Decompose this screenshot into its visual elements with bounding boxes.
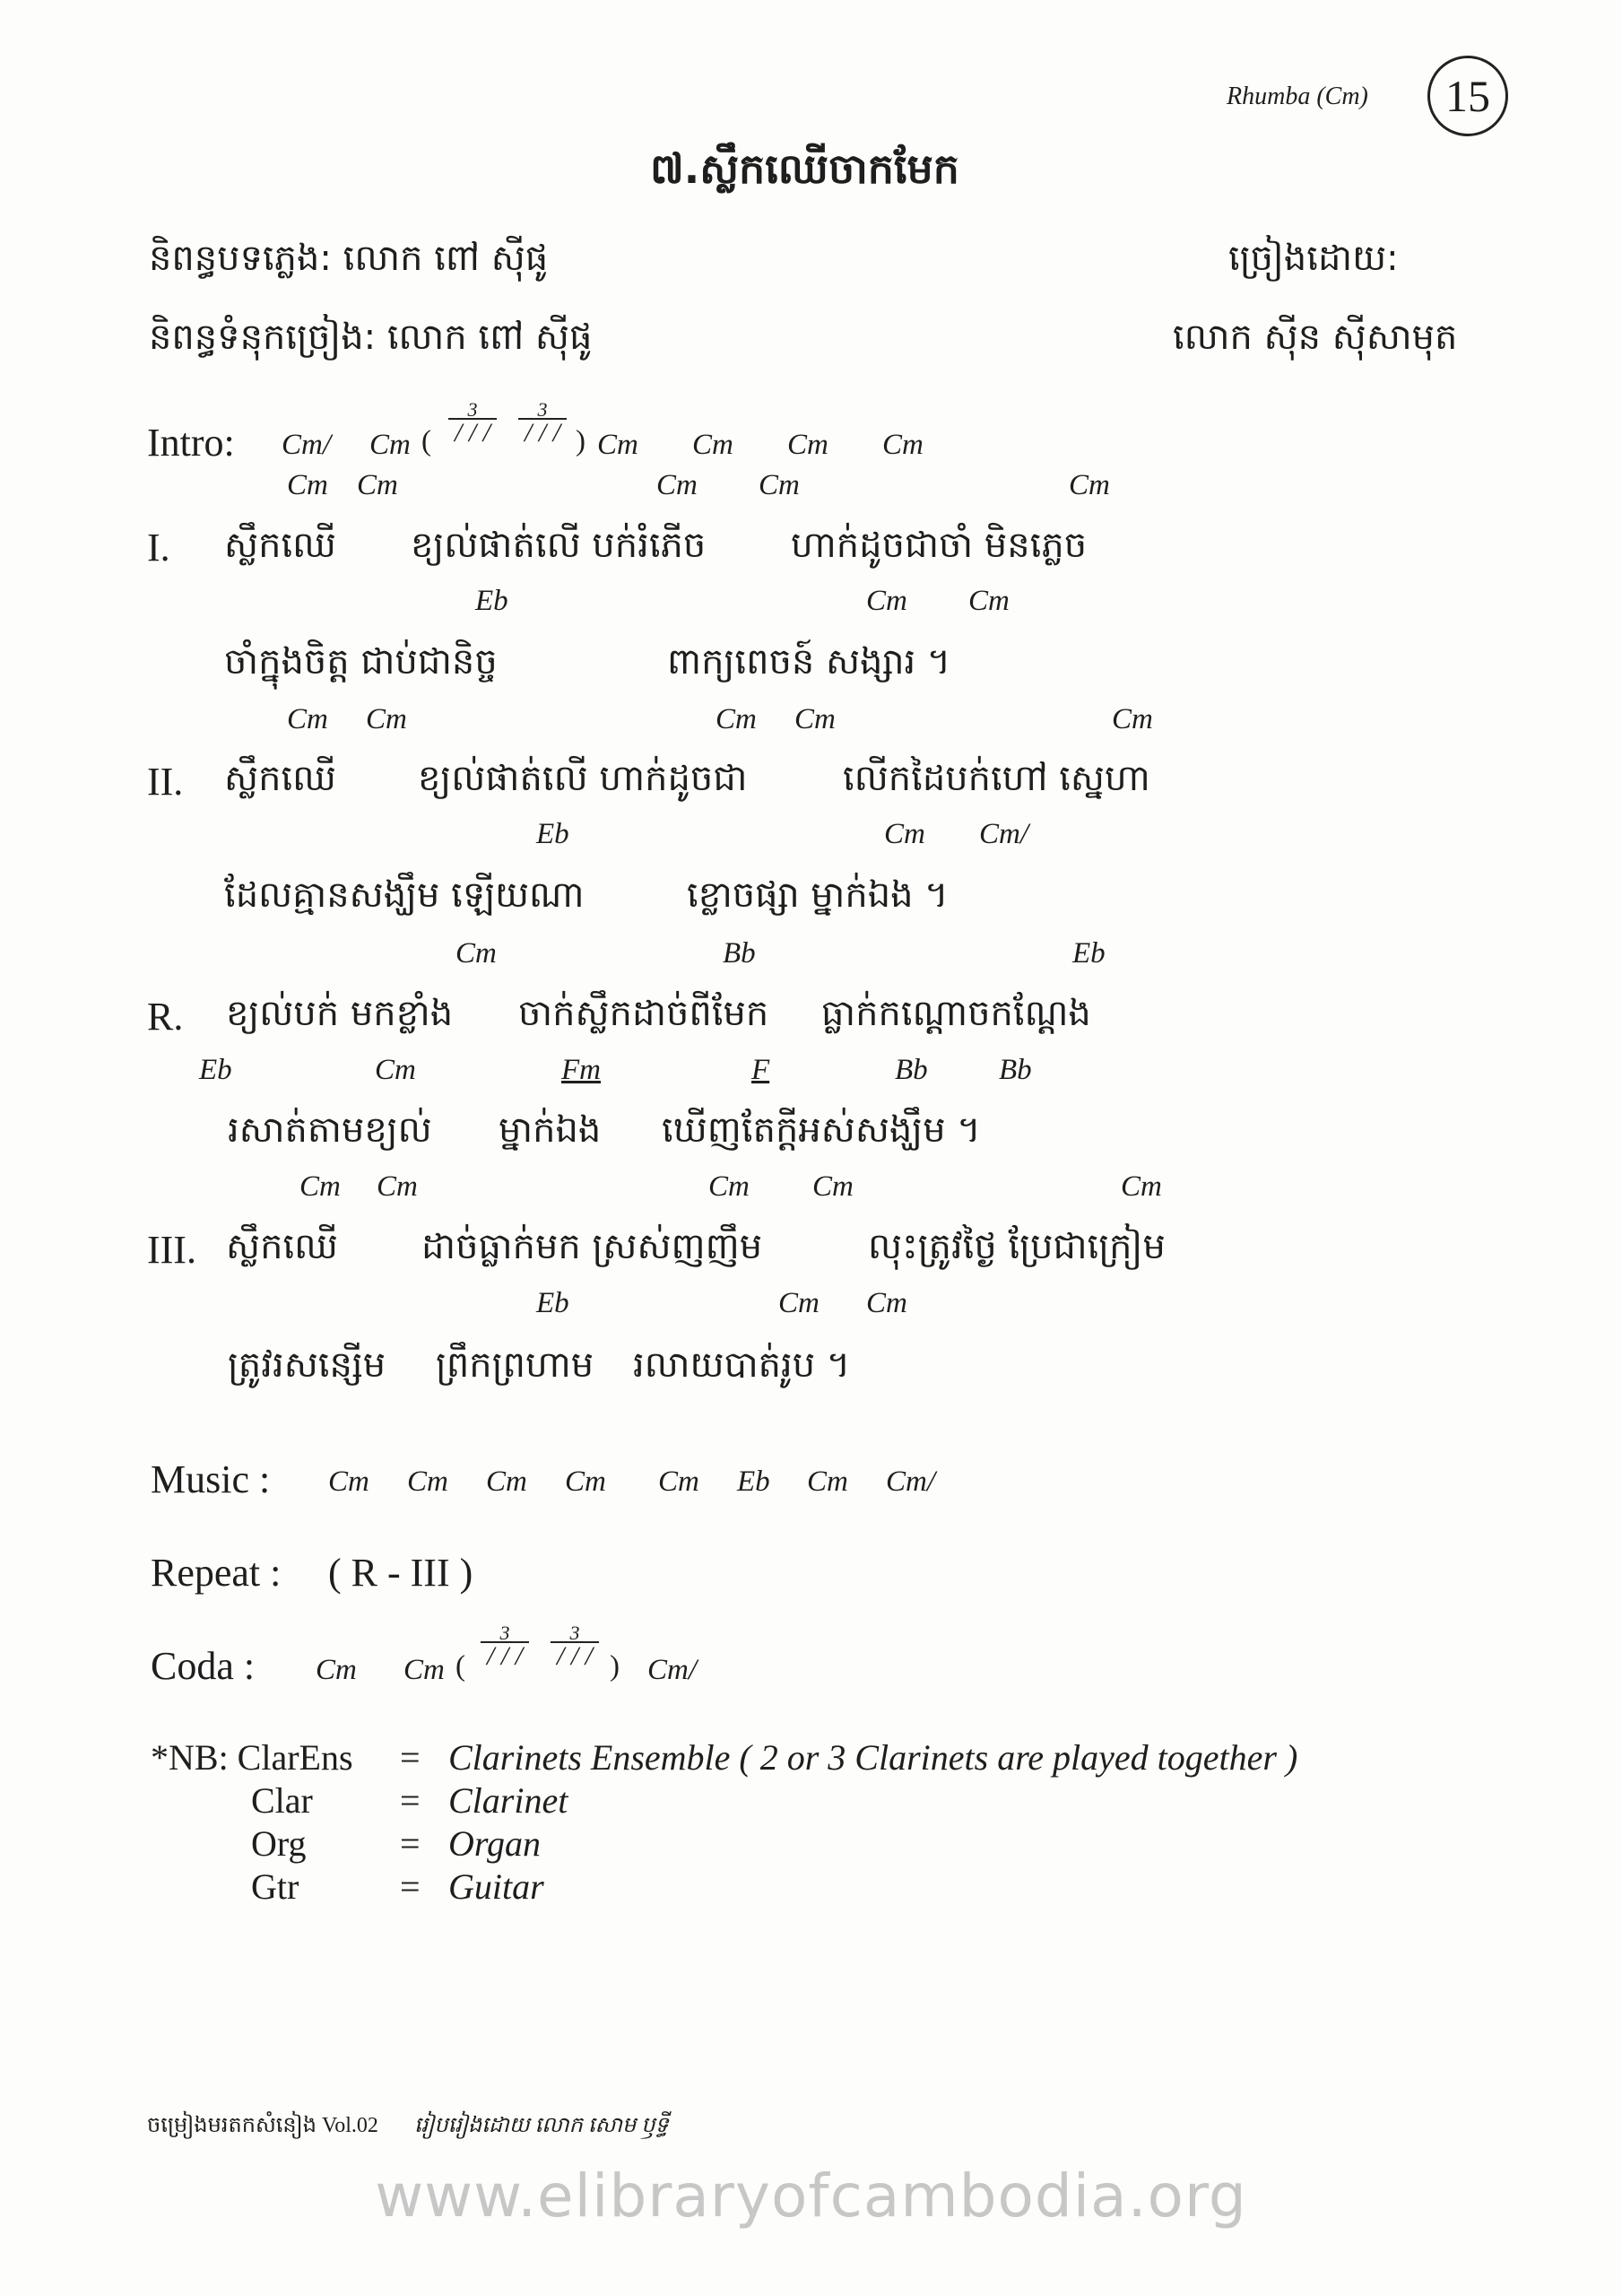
coda-paren-close: ) [610, 1650, 620, 1683]
note-full-text: Clarinets Ensemble ( 2 or 3 Clarinets are played together ) [448, 1737, 1298, 1778]
chord: Cm [1121, 1170, 1162, 1203]
intro-chord: Cm [369, 429, 411, 461]
intro-chord: Cm [597, 429, 638, 461]
coda-paren-open: ( [455, 1650, 465, 1683]
lyric: ខ្យល់បក់ មកខ្លាំង [226, 993, 454, 1034]
lyric: លុះត្រូវថ្ងៃ ប្រែជាក្រៀម [868, 1226, 1166, 1267]
melody-credit: និពន្ធបទភ្លេង: លោក ពៅ ស៊ីផូ [149, 238, 549, 279]
style-label: Rhumba (Cm) [1227, 83, 1368, 110]
note-equals: = [400, 1780, 421, 1821]
lyric: ចាក់ស្លឹកដាច់ពីមែក [518, 993, 769, 1034]
note-equals: = [400, 1823, 421, 1864]
chord: Bb [999, 1054, 1032, 1086]
chord: Bb [723, 937, 756, 970]
chord: Cm [759, 469, 800, 501]
lyric: ចាំក្នុងចិត្ត ជាប់ជានិច្ច [224, 641, 498, 683]
triplet-number: 3 [537, 398, 548, 421]
lyric: ត្រូវរសន្សើម [228, 1344, 386, 1386]
page-number: 15 [1427, 56, 1508, 136]
chord: Eb [737, 1465, 770, 1498]
chord: Eb [1072, 937, 1106, 970]
lyric: ព្រឹកព្រហាម [436, 1344, 594, 1386]
note-full [448, 1866, 544, 1908]
coda-label: Coda : [151, 1644, 256, 1688]
note-full [448, 1822, 541, 1865]
repeat-label: Repeat : [151, 1551, 282, 1595]
lyric: ម្នាក់ឯង [499, 1109, 602, 1151]
music-label: Music : [151, 1457, 271, 1501]
lyric: ខ្លោចផ្សា ម្នាក់ឯង ។ [687, 874, 949, 916]
lyric: ឃើញតែក្តីអស់សង្ឃឹម ។ [662, 1109, 981, 1151]
chord: Cm/ [886, 1465, 936, 1498]
lyrics-credit: និពន្ធទំនុកច្រៀង: លោក ពៅ ស៊ីផូ [149, 317, 593, 358]
chord: Cm [407, 1465, 448, 1498]
watermark: www.elibraryofcambodia.org [375, 2161, 1247, 2231]
song-title: ៧.ស្លឹកឈើចាកមែក [650, 144, 959, 193]
chord: Cm [807, 1465, 848, 1498]
chord: Cm [968, 585, 1010, 617]
triplet-number: 3 [569, 1622, 580, 1644]
chord: Eb [199, 1054, 232, 1086]
triplet-marks: / / / [448, 418, 497, 445]
coda-triplet [551, 1622, 599, 1671]
intro-triplet [448, 398, 497, 448]
chord: Cm/ [647, 1654, 698, 1686]
verse-label: III. [147, 1228, 196, 1272]
note-abbr: *NB: ClarEns [151, 1737, 353, 1778]
lyric: ស្លឹកឈើ [226, 1226, 338, 1267]
note-abbr: Org [251, 1823, 307, 1864]
chord: Cm [708, 1170, 750, 1203]
chord: Cm [884, 818, 925, 850]
chord: Cm [1112, 703, 1153, 735]
chord: Cm [455, 937, 497, 970]
sung-by-label: ច្រៀងដោយ: [1228, 238, 1399, 279]
intro-paren-close: ) [576, 425, 585, 457]
lyric: ដាច់ធ្លាក់មក ស្រស់ញញឹម [421, 1226, 763, 1267]
chord: Eb [536, 1287, 569, 1319]
chord: Cm [812, 1170, 854, 1203]
chord: Cm [299, 1170, 341, 1203]
note-full-text: Clarinet [448, 1780, 568, 1821]
chord: Cm/ [979, 818, 1029, 850]
chord: Bb [895, 1054, 928, 1086]
repeat-value: ( R - III ) [328, 1551, 473, 1595]
coda-triplet [481, 1622, 529, 1671]
triplet-marks: / / / [551, 1641, 599, 1668]
triplet-marks: / / / [518, 418, 567, 445]
chord: Cm [366, 703, 407, 735]
triplet-marks: / / / [481, 1641, 529, 1668]
lyric: ធ្លាក់កណ្តោចកណ្តែង [821, 993, 1091, 1034]
lyric: ហាក់ដូចជាចាំ មិនភ្លេច [791, 525, 1088, 566]
triplet-number: 3 [467, 398, 478, 421]
verse-label: I. [147, 526, 170, 570]
chord: Cm [1069, 469, 1110, 501]
intro-chord: Cm/ [282, 429, 332, 461]
chord: Cm [316, 1654, 357, 1686]
lyric: ស្លឹកឈើ [224, 758, 336, 799]
chord: Cm [357, 469, 398, 501]
chord: F [751, 1054, 770, 1086]
note-abbr: Clar [251, 1780, 313, 1821]
note-abbr: Gtr [251, 1866, 299, 1907]
triplet-number: 3 [499, 1622, 510, 1644]
note-equals: = [400, 1737, 421, 1778]
intro-chord: Cm [882, 429, 924, 461]
chord: Cm [287, 469, 328, 501]
intro-triplet [518, 398, 567, 448]
singer-name: លោក ស៊ីន ស៊ីសាមុត [1173, 317, 1458, 358]
chord: Cm [328, 1465, 369, 1498]
footer-book: ចម្រៀងមរតកសំនៀង Vol.02 [147, 2114, 378, 2137]
chord: Fm [561, 1054, 601, 1086]
chord: Cm [866, 1287, 907, 1319]
lyric: ដែលគ្មានសង្ឃឹម ឡើយណា [224, 874, 585, 916]
intro-chord: Cm [692, 429, 733, 461]
chord: Cm [778, 1287, 820, 1319]
intro-label: Intro: [147, 421, 235, 465]
chord: Eb [475, 585, 508, 617]
lyric: រលាយបាត់រូប ។ [633, 1344, 851, 1386]
intro-paren-open: ( [421, 425, 431, 457]
note-full-text: Guitar [448, 1866, 544, 1907]
chord: Cm [486, 1465, 527, 1498]
lyric: រសាត់តាមខ្យល់ [228, 1109, 432, 1151]
verse-label: II. [147, 760, 184, 804]
chord: Cm [565, 1465, 606, 1498]
chord: Cm [716, 703, 757, 735]
verse-label: R. [147, 995, 184, 1039]
note-full [448, 1736, 1297, 1779]
note-full-text: Organ [448, 1823, 541, 1864]
lyric: លើកដៃបក់ហៅ ស្នេហា [843, 758, 1150, 799]
chord: Eb [536, 818, 569, 850]
note-equals: = [400, 1866, 421, 1907]
chord: Cm [403, 1654, 445, 1686]
chord: Cm [866, 585, 907, 617]
chord: Cm [375, 1054, 416, 1086]
chord: Cm [287, 703, 328, 735]
lyric: ខ្យល់ផាត់លើ បក់រំភើច [411, 525, 707, 566]
chord: Cm [658, 1465, 699, 1498]
lyric: ខ្យល់ផាត់លើ ហាក់ដូចជា [418, 758, 748, 799]
chord: Cm [377, 1170, 418, 1203]
chord: Cm [656, 469, 698, 501]
lyric: ស្លឹកឈើ [224, 525, 336, 566]
note-full [448, 1779, 568, 1822]
chord: Cm [794, 703, 836, 735]
intro-chord: Cm [787, 429, 828, 461]
lyric: ពាក្យពេចន៍ សង្សារ ។ [667, 641, 951, 683]
footer-compiled: រៀបរៀងដោយ លោក សោម ឫទ្ធី [414, 2114, 669, 2137]
